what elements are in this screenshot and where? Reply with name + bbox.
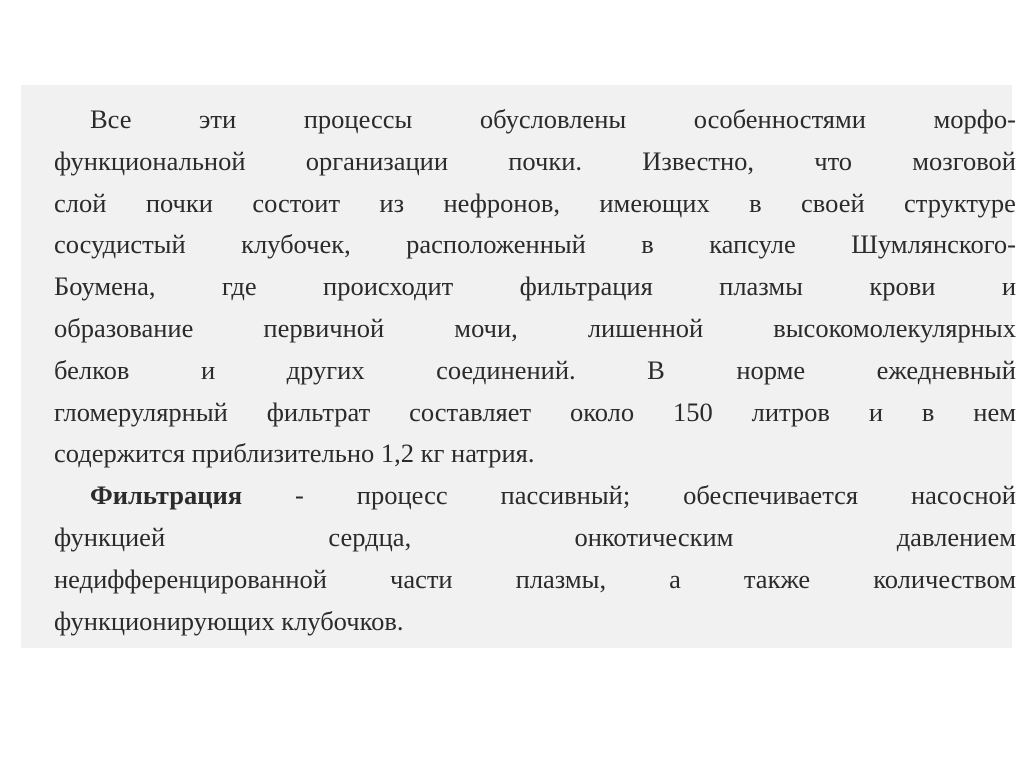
word: а xyxy=(669,563,681,594)
text-line xyxy=(54,392,1016,434)
word: гломерулярный xyxy=(54,396,228,427)
word: почки xyxy=(145,187,213,218)
word: Все xyxy=(90,104,132,134)
word: плазмы, xyxy=(515,563,607,594)
paragraph-1 xyxy=(54,99,1016,475)
word: фильтрат xyxy=(266,396,371,427)
word: имеющих xyxy=(599,187,710,218)
text-line-last: функционирующих клубочков. xyxy=(54,605,404,636)
word: количеством xyxy=(873,563,1016,594)
word: ежедневный xyxy=(876,354,1016,385)
text-line-last: содержится приблизительно 1,2 кг натрия. xyxy=(54,438,535,469)
word: части xyxy=(390,563,453,594)
word: что xyxy=(814,145,853,176)
word: давлением xyxy=(896,521,1016,552)
word: функциональной xyxy=(54,145,246,176)
word: обеспечивается xyxy=(683,480,859,511)
word: около xyxy=(569,396,635,427)
word: крови xyxy=(869,271,936,302)
word: функцией xyxy=(54,521,166,552)
word: насосной xyxy=(910,480,1016,511)
word: капсуле xyxy=(709,229,796,260)
word: высокомолекулярных xyxy=(773,312,1016,343)
text-line xyxy=(54,266,1016,308)
word: организации xyxy=(305,145,449,176)
word: Боумена, xyxy=(54,271,156,302)
word: структуре xyxy=(904,187,1016,218)
word: в xyxy=(921,396,935,427)
word: мозговой xyxy=(912,145,1016,176)
word: и xyxy=(1001,271,1016,302)
word: также xyxy=(743,563,811,594)
word: нем xyxy=(973,396,1016,427)
text-line xyxy=(54,350,1016,392)
text-line xyxy=(54,308,1016,350)
word: В xyxy=(647,354,665,385)
word: особенностями xyxy=(693,104,866,134)
text-line xyxy=(54,99,1016,141)
word: из xyxy=(379,187,405,218)
word: первичной xyxy=(263,312,385,343)
word: лишенной xyxy=(587,312,704,343)
word: литров xyxy=(751,396,830,427)
word: - xyxy=(295,480,304,511)
word: Известно, xyxy=(642,145,755,176)
word: слой xyxy=(54,187,107,218)
word: расположенный xyxy=(406,229,586,260)
paragraph-2 xyxy=(54,475,1016,642)
word: нефронов, xyxy=(443,187,560,218)
word: эти xyxy=(199,104,237,134)
text-line xyxy=(54,183,1016,225)
word: происходит xyxy=(323,271,454,302)
term-filtration: Фильтрация xyxy=(90,480,243,511)
word: в xyxy=(749,187,762,218)
word: недифференцированной xyxy=(54,563,327,594)
word: других xyxy=(286,354,365,385)
word: процессы xyxy=(303,104,413,134)
word: плазмы xyxy=(719,271,803,302)
text-line xyxy=(54,517,1016,559)
word: Шумлянского- xyxy=(851,229,1016,260)
text-line xyxy=(54,224,1016,266)
word: онкотическим xyxy=(574,521,734,552)
word: в xyxy=(641,229,654,260)
text-line xyxy=(54,559,1016,601)
word: и xyxy=(868,396,884,427)
word: составляет xyxy=(409,396,532,427)
word: своей xyxy=(801,187,865,218)
word: морфо- xyxy=(933,104,1016,134)
word: обусловлены xyxy=(479,104,627,134)
word: пассивный; xyxy=(500,480,631,511)
word: состоит xyxy=(252,187,341,218)
word: почки. xyxy=(508,145,583,176)
text-line xyxy=(54,475,1016,517)
word: клубочек, xyxy=(241,229,351,260)
word: 150 xyxy=(673,396,713,427)
word: и xyxy=(200,354,216,385)
word: сосудистый xyxy=(54,229,186,260)
word: где xyxy=(221,271,257,302)
text-line xyxy=(54,141,1016,183)
word: белков xyxy=(54,354,130,385)
text-panel xyxy=(21,85,1016,648)
word: соединений. xyxy=(436,354,576,385)
word: фильтрация xyxy=(519,271,653,302)
word: норме xyxy=(736,354,806,385)
slide-text xyxy=(54,99,1016,642)
word: образование xyxy=(54,312,194,343)
word: сердца, xyxy=(328,521,412,552)
word: процесс xyxy=(356,480,448,511)
word: мочи, xyxy=(454,312,518,343)
